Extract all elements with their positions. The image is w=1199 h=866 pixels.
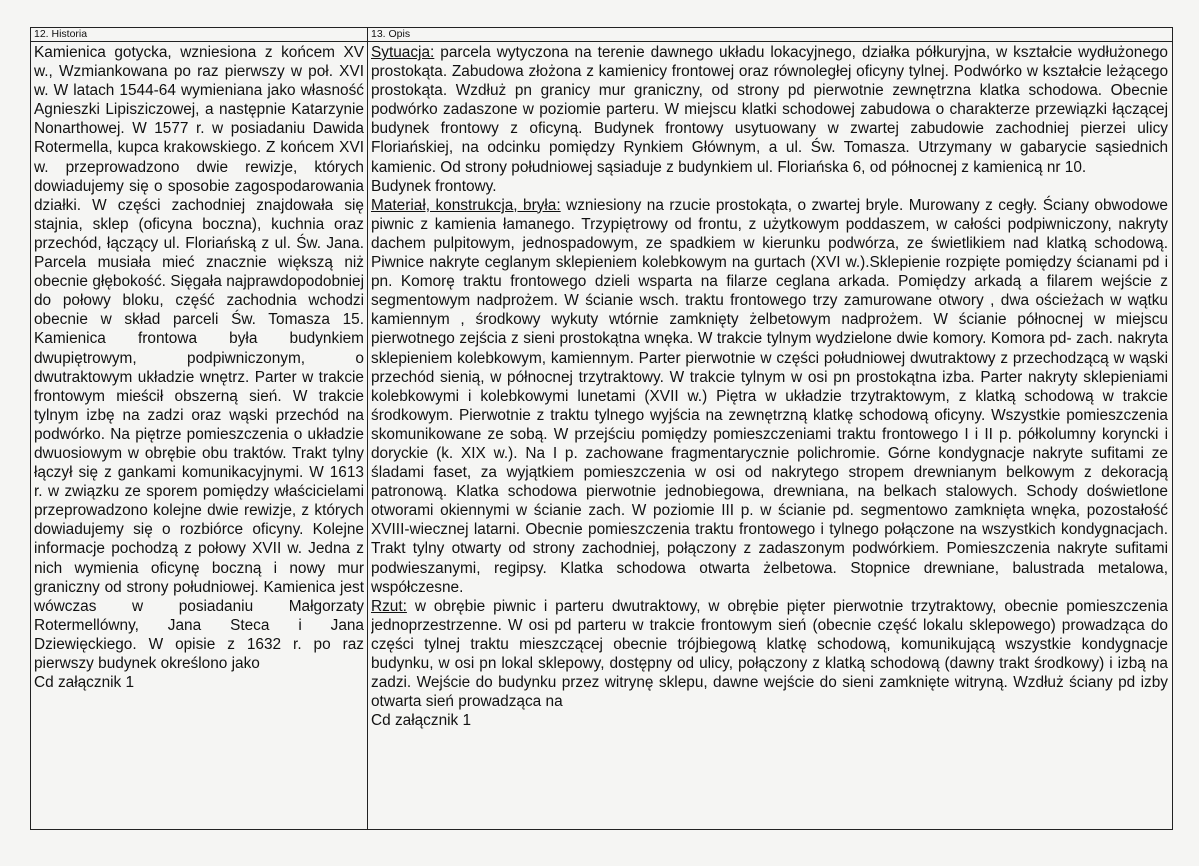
history-text: Kamienica gotycka, wzniesiona z końcem XV w., Wzmiankowana po raz pierwszy w poł. XVI w. W latach 1544-64 wymieniana jako własność Agnieszki Lipisziczowej, a następnie Katarzynie Nonarthowej. W 1577 r. w posiadaniu Dawida Rotermella, kupca krakowskiego. Z końcem XVI w. przeprowadzono dwie rewizje, których dowiadujemy się o sposobie zagospodarowania działki. W części zachodniej znajdowała się stajnia, sklep (oficyna boczna), kuchnia oraz przechód, łączący ul. Floriańską z ul. Św. Jana. Parcela musiała mieć znacznie większą niż obecnie głębokość. Sięgała najprawdopodobniej do połowy bloku, część zachodnia wchodzi obecnie w skład parceli Św. Tomasza 15. Kamienica frontowa była budynkiem dwupiętrowym, podpiwniczonym, o dwutraktowym układzie wnętrz. Parter w trakcie frontowym mieścił obszerną sień. W trakcie tylnym izbę na zadzi oraz wąski przechód na podwórko. Na piętrze pomieszczenia o układzie dwuosiowym w obrębie obu traktów. Trakt tylny łączył się z gankami komunikacyjnymi. W 1613 r. w związku ze sporem pomiędzy właścicielami przeprowadzono kolejne dwie rewizje, z których dowiadujemy się o rozbiórce oficyny. Kolejne informacje pochodzą z połowy XVII w. Jedna z nich wymienia oficynę boczną i nowy mur graniczny od strony południowej. Kamienica jest wówczas w posiadaniu Małgorzaty Rotermellówny, Jana Steca i Jana Dziewięckiego. W opisie z 1632 r. po raz pierwszy budynek określono jako [34,44,364,672]
material-text: wzniesiony na rzucie prostokąta, o zwartej bryle. Murowany z cegły. Ściany obwodowe piwnic z kamienia łamanego. Trzypiętrowy od frontu, z użytkowym poddaszem, w całości podpiwniczony, nakryty dachem pulpitowym, jednospadowym, ze spadkiem w kierunku podwórza, ze świetlikiem nad klatką schodową. Piwnice nakryte ceglanym sklepieniem kolebkowym na gurtach (XVI w.).Sklepienie rozpięte pomiędzy ścianami pd i pn. Komorę traktu frontowego dzieli wsparta na filarze ceglana arkada. Pomiędzy arkadą a filarem wejście z segmentowym nadprożem. W ścianie wsch. traktu frontowego trzy zamurowane otwory , dwa ościeżach w wątku kamiennym , środkowy wykuty wtórnie zamknięty żelbetowym nadprożem. W ścianie północnej w miejscu pierwotnego zejścia z sieni prostokątna wnęka. W trakcie tylnym wydzielone dwie komory. Komora pd- zach. nakryta sklepieniem kolebkowym, kamiennym. Parter pierwotnie w części południowej dwutraktowy z przechodzącą w wąski przechód sienią, w północnej trzytraktowy. W trakcie tylnym w osi pn prostokątna izba. Parter nakryty sklepieniami kolebkowymi i kolebkowymi lunetami (XVII w.) Piętra w układzie trzytraktowym, z klatką schodową w trakcie środkowym. Pierwotnie z traktu tylnego wyjścia na zewnętrzną klatkę schodową oficyny. Wszystkie pomieszczenia skomunikowane ze sobą. W przejściu pomiędzy pomieszczeniami traktu frontowego I i II p. półkolumny koryncki i doryckie (k. XIX w.). Na I p. zachowane fragmentarycznie polichromie. Górne kondygnacje nakryte sufitami ze śladami faset, za wyjątkiem pomieszczenia w osi od nakrytego stropem drewnianym belkowym z dekoracją patronową. Klatka schodowa pierwotnie jednobiegowa, drewniana, na belkach stalowych. Schody doświetlone otworami okiennymi w ścianie zach. W poziomie III p. w ścianie pd. segmentowo zamknięta wnęka, pozostałość XVIII-wiecznej latarni. Obecnie pomieszczenia traktu frontowego i tylnego połączone na wszystkich kondygnacjach. Trakt tylny otwarty od strony zachodniej, połączony z zadaszonym podwórkiem. Pomieszczenia nakryte sufitami podwieszanymi, regipsy. Klatka schodowa otwarta żelbetowa. Stopnice drewniane, balustrada metalowa, współczesne. [371,196,1168,596]
history-header: 12. Historia [34,28,88,40]
material-label: Materiał, konstrukcja, bryła: [371,196,561,214]
description-column [371,43,1168,825]
header-rule [31,41,1172,42]
history-column [34,43,364,825]
front-building-heading: Budynek frontowy. [371,177,497,195]
description-header: 13. Opis [371,28,411,40]
material-paragraph [371,196,1168,597]
plan-label: Rzut: [371,597,407,615]
column-divider [367,28,368,829]
form-table [30,27,1173,830]
situation-label: Sytuacja: [371,44,435,61]
plan-paragraph [371,597,1168,712]
situation-paragraph [371,43,1168,177]
situation-text: parcela wytyczona na terenie dawnego układu lokacyjnego, działka półkuryjna, w kształcie wydłużonego prostokąta. Zabudowa złożona z kamienicy frontowej oraz równoległej oficyny tylnej. Podwórko w kształcie leżącego prostokąta. Wzdłuż pn granicy mur graniczny, od strony pd pierwotnie zewnętrzna klatka schodowa. Obecnie podwórko zadaszone w poziomie parteru. W miejscu klatki schodowej zabudowa o charakterze przewiązki łączącej budynek frontowy z oficyną. Budynek frontowy usytuowany w zwartej zabudowie zachodniej pierzei ulicy Floriańskiej, na odcinku pomiędzy Rynkiem Głównym, a ul. Św. Tomasza. Utrzymany w gabarycie sąsiednich kamienic. Od strony południowej sąsiaduje z budynkiem ul. Floriańska 6, od północnej z kamienicą nr 10. [371,44,1168,176]
description-continuation-note: Cd załącznik 1 [371,712,472,730]
plan-text: w obrębie piwnic i parteru dwutraktowy, w obrębie pięter pierwotnie trzytraktowy, obecnie pomieszczenia jednoprzestrzenne. W osi pd parteru w trakcie frontowym sień (obecnie część lokalu sklepowego) prowadząca do części tylnej traktu mieszczącej obecnie trójbiegową klatkę schodową, komunikującą wszystkie kondygnacje budynku, w osi pn lokal sklepowy, dostępny od ulicy, połączony z klatką schodową (dawny trakt środkowy) i izbą na zadzi. Wejście do budynku przez witrynę sklepu, dawne wejście do sieni zamknięte witryną. Wzdłuż ściany pd izby otwarta sień prowadząca na [371,597,1168,711]
history-continuation-note: Cd załącznik 1 [34,674,135,692]
